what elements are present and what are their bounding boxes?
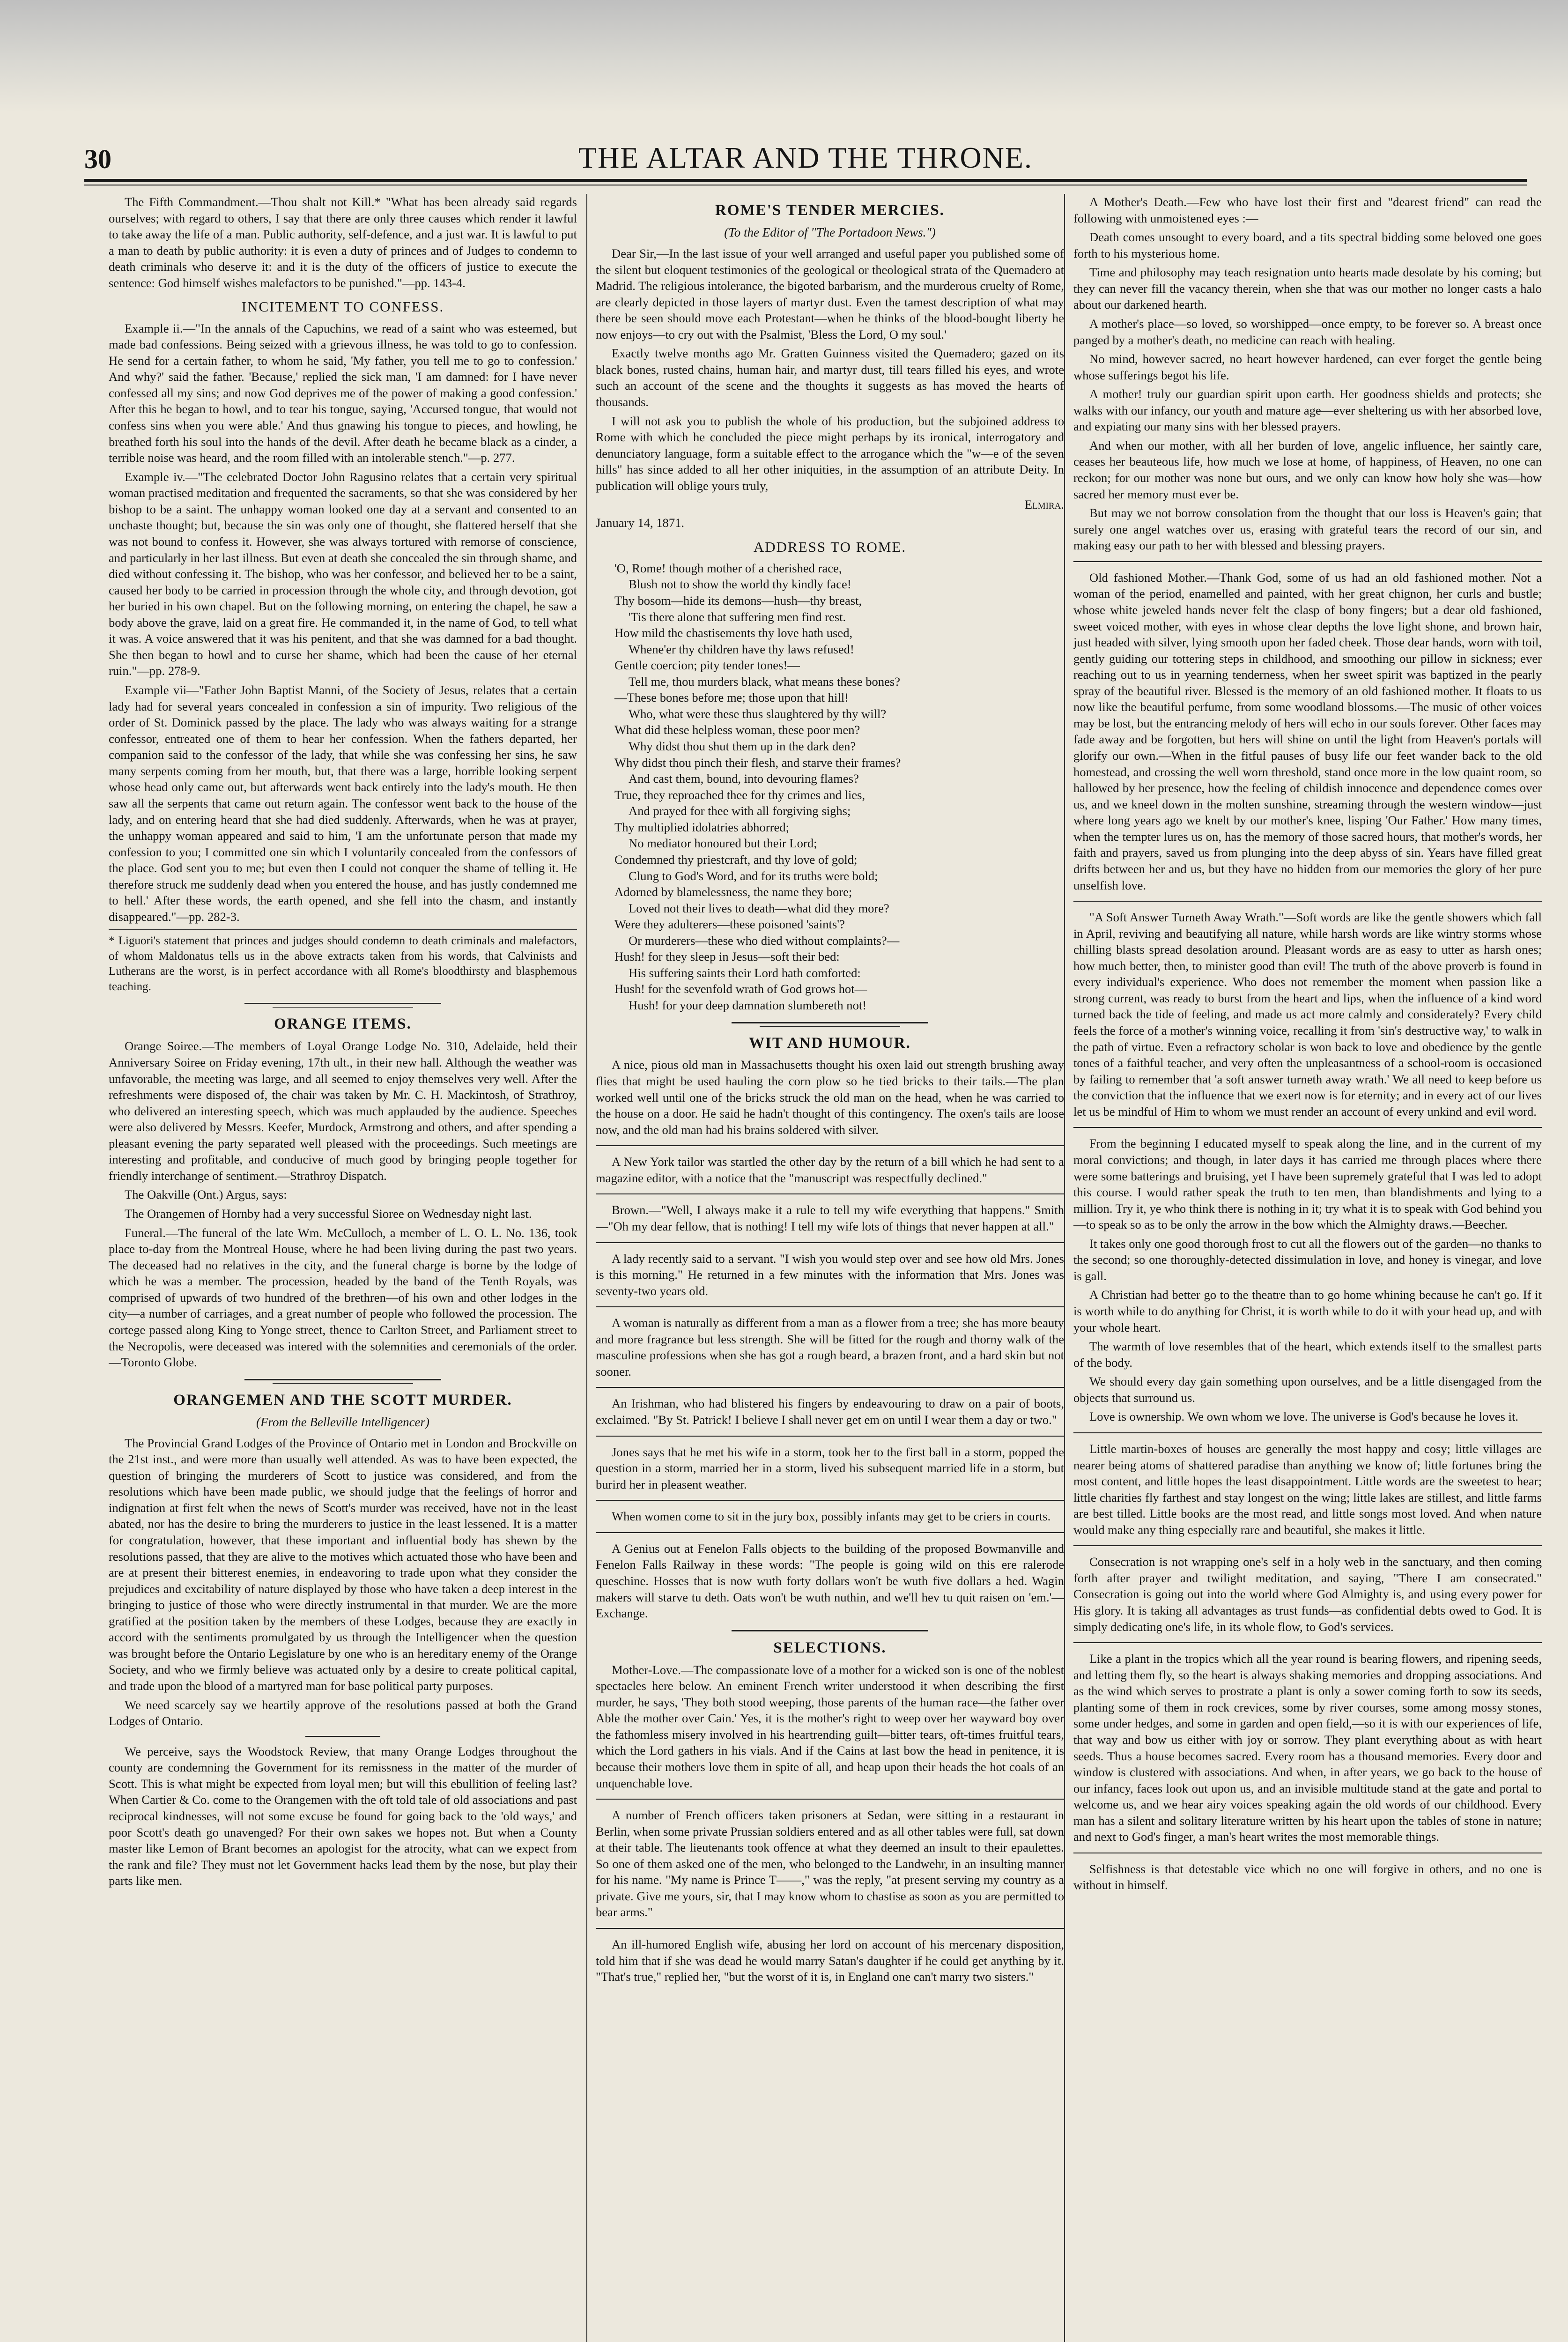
poem-line: Gentle coercion; pity tender tones!— (614, 658, 800, 673)
section-rule-thin (760, 1026, 900, 1027)
page-title: THE ALTAR AND THE THRONE. (578, 141, 1033, 174)
poem-line: 'O, Rome! though mother of a cherished race, (614, 561, 842, 575)
item-separator (596, 1387, 1064, 1388)
poem-line: Hush! for the sevenfold wrath of God grows hot— (614, 982, 867, 996)
section-rule (244, 1003, 441, 1004)
poem-line: Clung to God's Word, and for its truths were bold; (629, 868, 878, 883)
item-separator (596, 1306, 1064, 1307)
selection-paragraph: And when our mother, with all her burden of love, angelic influence, her saintly care, ceases her beauteous life, how much we lose at home, of happiness, of Heaven, no one can reckon; for our mother was none but ours, and we only can know how holy she was—how sacred her memory must ever be. (1073, 438, 1542, 501)
scan-top-edge (0, 0, 1568, 112)
wit-item: An Irishman, who had blistered his fingers by endeavouring to draw on a pair of boots, exclaimed. "By St. Patrick! I believe I shall never get em on until I wear them a day or two." (596, 1396, 1064, 1427)
orange-soiree-paragraph: Orange Soiree.—The members of Loyal Orange Lodge No. 310, Adelaide, held their Anniversary Soiree on Friday evening, 17th ult., in their new hall. Although the weather was unfavorable, the meeting was large, and all seemed to enjoy themselves very well. After the refreshments were disposed of, the chair was taken by Mr. C. H. Mackintosh, of Strathroy, who delivered an interesting speech, which was much applauded by the audience. Speeches were also delivered by Messrs. Keefer, Murdock, Armstrong and others, and after spending a pleasant evening the party separated well pleased with the proceedings. Such meetings are interesting and profitable, and conducive of much good by bringing people together for friendly interchange of sentiment.—Strathroy Dispatch. (109, 1039, 577, 1183)
selfishness-paragraph: Selfishness is that detestable vice which no one will forgive in others, and no one is without in himself. (1073, 1861, 1542, 1892)
heading-selections: SELECTIONS. (773, 1639, 887, 1656)
oakville-argus-paragraph: The Oakville (Ont.) Argus, says: (125, 1187, 287, 1202)
heading-incitement-to-confess: INCITEMENT TO CONFESS. (241, 298, 444, 315)
poem-line: Thy multiplied idolatries abhorred; (614, 820, 789, 834)
column-left (109, 194, 577, 2342)
selection-paragraph: Death comes unsought to every board, and a tits spectral bidding some beloved one goes forth to his mysterious home. (1073, 230, 1542, 260)
wit-item: A woman is naturally as different from a man as a flower from a tree; she has more beauty and more fragrance but less strength. She will be fitted for the rough and thorny walk of the masculine professions when she has got a rough beard, a brazen front, and a hard skin but not sooner. (596, 1316, 1064, 1379)
poem-line: Hush! for your deep damnation slumbereth not! (629, 998, 867, 1013)
item-separator (1073, 1432, 1542, 1433)
wit-item: A Genius out at Fenelon Falls objects to the building of the proposed Bowmanville and Fenelon Falls Railway in these words: "The people is going wild on this ere ralerode queschine. Hosses that is now wuth forty dollars won't be wuth five dollars a hed. Wagin makers will starve tu deth. Oats won't be wuth nuthin, and we'll hev tu quit raisen on 'em.'—Exchange. (596, 1541, 1064, 1621)
selection-paragraph: But may we not borrow consolation from the thought that our loss is Heaven's gain; that surely one angel watches over us, erasing with grateful tears the record of our sin, and making easy our path to her with blessed and blessing prayers. (1073, 506, 1542, 553)
poem-line: Loved not their lives to death—what did they more? (629, 901, 889, 915)
item-separator (1073, 1127, 1542, 1128)
selection-paragraph: A Christian had better go to the theatre than to go home whining because he can't go. If it is worth while to do anything for Christ, it is worth while to do it with your head up, and with your whole heart. (1073, 1288, 1542, 1334)
selection-paragraph: It takes only one good thorough frost to cut all the flowers out of the garden—no thanks to the second; so one thoroughly-detected dissimulation in love, and honey is vinegar, and love is gall. (1073, 1236, 1542, 1283)
item-separator (596, 1242, 1064, 1243)
poem-line: Or murderers—these who died without complaints?— (629, 933, 900, 948)
poem-line: —These bones before me; those upon that hill! (614, 690, 849, 705)
poem-line: Condemned thy priestcraft, and thy love of gold; (614, 852, 858, 867)
poem-line: And cast them, bound, into devouring flames? (629, 771, 859, 786)
heading-orangemen-scott-murder: ORANGEMEN AND THE SCOTT MURDER. (173, 1391, 512, 1408)
source-line: (From the Belleville Intelligencer) (256, 1415, 430, 1429)
selection-paragraph: No mind, however sacred, no heart however hardened, can ever forget the gentle being whose sufferings begot his life. (1073, 352, 1542, 382)
fifth-commandment-paragraph: The Fifth Commandment.—Thou shalt not Kill.* "What has been already said regards ourselves; with regard to others, I say that there are only three causes which render it lawful to take away the life of a man. Public authority, self-defence, and a just war. It is lawful to put a man to death by public authority: it is even a duty of princes and of Judges to condemn to death criminals who deserve it: and it is the duty of the officers of justice to execute the sentence: God himself wishes malefactors to be punished."—pp. 143-4. (109, 195, 577, 290)
wit-item: When women come to sit in the jury box, possibly infants may get to be criers in courts. (612, 1509, 1051, 1524)
poem-line: No mediator honoured but their Lord; (629, 836, 817, 851)
plant-in-tropics-paragraph: Like a plant in the tropics which all the year round is bearing flowers, and ripening seeds, and letting them fly, so the heart is always shaking memories and dropping associations. And as the wind which serves to prostrate a plant is only a sower coming forth to sow its seeds, planting some of them in rock crevices, some by river courses, some among mossy stones, some under hedges, and some in garden and open field,—so it is with our experiences of life, that way and bow us either with joy or sorrow. They plant everything about as with heart seeds. Thus a house becomes sacred. Every room has a thousand memories. Every door and window is clustered with associations. And when, in after years, we go back to the house of our infancy, faces look out upon us, and an invisible multitude stand at the gate and portal to welcome us, and we hear airy voices speaking again the old words of our childhood. Every man has a silent and solitary literature written by his heart upon the tables of stone in nature; and next to God's finger, a man's heart writes the most memorable things. (1073, 1652, 1542, 1844)
item-separator (596, 1799, 1064, 1800)
footnote: * Liguori's statement that princes and judges should condemn to death criminals and malefactors, of whom Maldonatus tells us in the above extracts taken from his words, that Calvinists and Lutherans are the worst, is in perfect accordance with all Rome's bloodthirsty and blasphemous teaching. (109, 929, 577, 994)
selection-paragraph: Time and philosophy may teach resignation unto hearts made desolate by his coming; but they can never fill the vacancy therein, when she that was our mother no longer casts a halo about our darkened hearth. (1073, 265, 1542, 312)
column-right (1073, 194, 1542, 2342)
section-rule (732, 1022, 928, 1023)
selection-item: A number of French officers taken prisoners at Sedan, were sitting in a restaurant in Berlin, when some private Prussian soldiers entered and as all other tables were full, sat down at their table. The lieutenants took offence at what they deemed an insult to their epaulettes. So one of them asked one of the men, who belonged to the Landwehr, in an insulting manner for his name. "My name is Prince T——," was the reply, "at present serving my country as a private. Give me yours, sir, that I may know whom to chastise as soon as you are permitted to bear arms." (596, 1808, 1064, 1920)
poem-line: Hush! for they sleep in Jesus—soft their bed: (614, 949, 840, 964)
poem-line: Thy bosom—hide its demons—hush—thy breast, (614, 593, 862, 608)
letter-signature: Elmira. (1024, 497, 1064, 512)
poem-line: Tell me, thou murders black, what means these bones? (629, 674, 901, 689)
letter-paragraph-2: Exactly twelve months ago Mr. Gratten Guinness visited the Quemadero; gazed on its black bones, rusted chains, human hair, and martyr dust, till tears filled his eyes, and wrote such an account of the scene and the thoughts it suggests as has moved the hearts of thousands. (596, 346, 1064, 409)
column-divider (586, 194, 587, 2342)
selection-paragraph: The warmth of love resembles that of the heart, which extends itself to the smallest parts of the body. (1073, 1339, 1542, 1370)
heading-orange-items: ORANGE ITEMS. (274, 1015, 412, 1033)
column-divider (1064, 194, 1065, 2342)
old-fashioned-mother-paragraph: Old fashioned Mother.—Thank God, some of us had an old fashioned mother. Not a woman of the period, enamelled and painted, with her great chignon, her curls and bustle; whose white jeweled hands never felt the clasp of bony fingers; but a dear old fashioned, sweet voiced mother, with eyes in whose clear depths the love light shone, and brown hair, just headed with silver, lying smooth upon her faded cheek. Those dear hands, worn with toil, gently guiding our tottering steps in childhood, and smoothing our pillow in sickness; ever reaching out to us in yearning tenderness, when her sweet spirit was baptized in the pearly spray of the beautiful river. Blessed is the memory of an old fashioned mother. It floats to us now like the beautiful perfume, from some woodland blossoms.—The music of other voices may be lost, but the entrancing melody of hers will echo in our souls forever. Other faces may fade away and be forgotten, but hers will shine on until the light from Heaven's portals will glorify our own.—When in the fitful pauses of busy life our feet wander back to the old homestead, and crossing the well worn threshold, stand once more in the low quaint room, so hallowed by her presence, how the feeling of childish innocence and dependence comes over us, and we kneel down in the molten sunshine, streaming through the western window—just where long years ago we knelt by our mother's knee, lisping 'Our Father.' How many times, when the tempter lures us on, has the memory of those sacred hours, that mother's words, her faith and prayers, saved us from plunging into the deep abyss of sin. Years have filled great drifts between her and us, but they have no hidden from our memories the glory of her pure unselfish love. (1073, 570, 1542, 892)
letter-paragraph-1: Dear Sir,—In the last issue of your well arranged and useful paper you published some of the silent but eloquent testimonies of the geological or theological strata of the Quemadero at Madrid. The religious intolerance, the bigoted barbarism, and the murderous cruelty of Rome, are clearly depicted in those layers of martyr dust. Even the tamest description of what may there be seen should move each Protestant—when he thinks of the blood-bought liberty he now enjoys—to cry out with the Psalmist, 'Bless the Lord, O my soul.' (596, 246, 1064, 341)
wit-item: A nice, pious old man in Massachusetts thought his oxen laid out strength brushing away flies that might be used hauling the corn plow so he tied bricks to their tails.—The plan worked well until one of the bricks struck the old man on the head, when he was carried to the house on a door. He said he hadn't thought of this contingency. The oxen's tails are loose now, and the old man had his brains soldered with silver. (596, 1058, 1064, 1137)
consecration-paragraph: Consecration is not wrapping one's self in a holy web in the sanctuary, and then coming forth after prayer and twilight meditation, and saying, "There I am consecrated." Consecration is going out into the world where God Almighty is, and using every power for His glory. It is taking all advantages as trust funds—as confidential debts owed to God. It is simply dedicating one's life, in its whole flow, to God's services. (1073, 1555, 1542, 1634)
wit-item: A lady recently said to a servant. "I wish you would step over and see how old Mrs. Jones is this morning." He returned in a few minutes with the information that Mrs. Jones was seventy-two years old. (596, 1251, 1064, 1298)
woodstock-review-paragraph: We perceive, says the Woodstock Review, that many Orange Lodges throughout the county are condemning the Government for its remissness in the matter of the murder of Scott. This is what might be expected from loyal men; but will this ebullition of feeling last? When Cartier & Co. come to the Orangemen with the oft told tale of old associations and past reciprocal kindnesses, will not some excuse be found for going back to the 'old ways,' and poor Scott's death go unavenged? For their own sakes we hopes not. But when a County master like Lemon of Brant becomes an apologist for the atrocity, what can we expect from the rank and file? They must not let Government hacks lead them by the nose, but play their parts like men. (109, 1744, 577, 1888)
item-separator (1073, 1545, 1542, 1546)
little-things-paragraph: Little martin-boxes of houses are generally the most happy and cosy; little villages are nearer being atoms of shattered paradise than anything we know of; little fortunes bring the most content, and little hopes the least disappointment. Little words are the sweetest to hear; little charities fly farthest and stay longest on the wing; little lakes are stillest, and little farms are best tilled. Little books are the most read, and little songs most loved. And when nature would make any thing especially rare and beautiful, she makes it little. (1073, 1441, 1542, 1537)
letter-date: January 14, 1871. (596, 515, 685, 530)
section-rule (244, 1379, 441, 1380)
example-vii-paragraph: Example vii—"Father John Baptist Manni, of the Society of Jesus, relates that a certain lady had for several years concealed in confession a sin of impurity. Two religious of the order of St. Dominick passed by the place. The lady who was always waiting for a strange confessor, entreated one of them to hear her confession. When the fathers departed, her companion said to the confessor of the lady, that while she was confessing her sins, he saw many serpents coming from her mouth, but, that there was a large, horrible looking serpent whose head only came out, but afterwards went back entirely into the lady's mouth. He then saw all the serpents that came out return again. The confessor went back to the house of the lady, and on entering heard that she had died suddenly. Afterwards, when he was at prayer, the unhappy woman appeared and said to him, 'I am the unfortunate person that made my confession to you; I committed one sin which I voluntarily concealed from the confessors of the place. God sent you to me; but even then I could not conquer the shame of telling it. He therefore struck me suddenly dead when you entered the house, and has justly condemned me to hell.' After these words, the earth opened, and she fell into the chasm, and instantly disappeared."—pp. 282-3. (109, 683, 577, 924)
selection-item: Mother-Love.—The compassionate love of a mother for a wicked son is one of the noblest spectacles here below. An eminent French writer understood it when describing the first murder, he says, 'They both stood weeping, those parents of the human race—the father over Able the mother over Cain.' Yes, it is the mother's right to weep over her wayward boy over the fathomless misery involved in his heartrending guilt—bitter tears, oft-times fruitful tears, which the Lord gathers in his vials. And if the Cains at last bow the head in penitence, it is because their mothers love them in spite of all, and heap upon their heads the hot coals of an unquenchable love. (596, 1662, 1064, 1790)
page-header (84, 141, 1527, 173)
poem-line: Whene'er thy children have thy laws refused! (629, 642, 854, 656)
approval-paragraph: We need scarcely say we heartily approve of the resolutions passed at both the Grand Lodges of Ontario. (109, 1697, 577, 1728)
item-separator (1073, 901, 1542, 902)
poem-line: 'Tis there alone that suffering men find rest. (629, 609, 846, 624)
wit-item: A New York tailor was startled the other day by the return of a bill which he had sent to a magazine editor, with a notice that the "manuscript was respectfully declined." (596, 1155, 1064, 1185)
item-separator (596, 1500, 1064, 1501)
hornby-paragraph: The Orangemen of Hornby had a very successful Sioree on Wednesday night last. (125, 1207, 532, 1221)
example-iv-paragraph: Example iv.—"The celebrated Doctor John Ragusino relates that a certain very spiritual woman practised meditation and frequented the sacraments, so that she was considered by her bishop to be a saint. The unhappy woman looked one day at a servant and consented to an unchaste thought; but, because the sin was only one of thought, she flattered herself that she was not bound to confess it. However, she was always tortured with remorse of conscience, and particularly in her last illness. But even at death she concealed the sin through shame, and died without confessing it. The bishop, who was her confessor, and believed her to be a saint, caused her body to be carried in procession through the whole city, and through devotion, got her buried in his own chapel. But on the following morning, on entering the chapel, he saw a body above the grave, laid on a great fire. He commanded it, in the name of God, to tell what it was. A voice answered that it was his penitent, and that she was damned for a bad thought. She then began to howl and to curse her shame, which had been the cause of her eternal ruin."—pp. 278-9. (109, 469, 577, 678)
item-separator (596, 1928, 1064, 1929)
heading-address-to-rome: ADDRESS TO ROME. (753, 538, 907, 555)
poem (596, 560, 1064, 1014)
section-rule-thin (273, 1007, 413, 1008)
poem-line: What did these helpless woman, these poor men? (614, 723, 860, 737)
selection-paragraph: Love is ownership. We own whom we love. The universe is God's because he loves it. (1089, 1409, 1519, 1424)
funeral-paragraph: Funeral.—The funeral of the late Wm. McCulloch, a member of L. O. L. No. 136, took place to-day from the Montreal House, where he had been living during the past two years. The deceased had no relatives in the city, and the funeral charge is borne by the lodge of which he was a member. The procession, headed by the band of the Tenth Royals, was comprised of upwards of two hundred of the brethren—of his own and other lodges in the city—a number of carriages, and a great number of people who followed the procession. The cortege passed along King to Yonge street, thence to Carlton Street, and Parliament street to the Necropolis, were deceased was intered with the solemnities and ceremonials of the order.—Toronto Globe. (109, 1225, 577, 1370)
beecher-paragraph: From the beginning I educated myself to speak along the line, and in the current of my moral convictions; and though, in later days it has carried me through places where there were some batterings and bruising, yet I have been supremely grateful that I was led to adopt this course. I would rather speak the truth to ten men, than blandishments and lying to a million. Try it, ye who think there is nothing in it; try what it is to speak with God behind you—to speak so as to be only the arrow in the bow which the Almighty draws.—Beecher. (1073, 1136, 1542, 1232)
selection-paragraph: A mother! truly our guardian spirit upon earth. Her goodness shields and protects; she walks with our infancy, our youth and mature age—ever sheltering us with her absorbed love, and expiating our many sins with her blessed prayers. (1073, 387, 1542, 434)
poem-line: Why didst thou pinch their flesh, and starve their frames? (614, 755, 901, 770)
grand-lodges-paragraph: The Provincial Grand Lodges of the Province of Ontario met in London and Brockville on the 21st inst., and were more than usually well attended. As was to have been expected, the question of bringing the murderers of Scott to justice was considered, and from the resolutions which have been made public, we should judge that the feelings of horror and indignation at first felt when the news of Scott's murder was received, have not in the least abated, nor has the desire to bring the murderers to justice in the least lessened. It is a matter for congratulation, however, that these important and influential body has shewn by the resolutions passed, that they are alive to the motives which actuated those who have been and are at present their bitterest enemies, in endeavoring to trade upon what they consider the prejudices and excitability of nature displayed by those who have taken a deep interest in the bringing to justice of those who were directly instrumental in that murder. We are the more gratified at the position taken by the members of these Lodges, because they are exactly in accord with the sentiments promulgated by us through the Intelligencer when the question was brought before the Ontario Legislature by one who is an hereditary enemy of the Orange Society, and who we firmly believe was actuated only by a desire to create political capital, and trade upon the blood of a martyred man for base political party purposes. (109, 1436, 577, 1693)
header-rule (84, 179, 1527, 182)
item-separator (1073, 561, 1542, 562)
section-rule (732, 1630, 928, 1631)
poem-line: Were they adulterers—these poisoned 'saints'? (614, 917, 845, 932)
heading-wit-and-humour: WIT AND HUMOUR. (749, 1034, 911, 1052)
item-separator (1073, 1642, 1542, 1643)
item-separator (596, 1145, 1064, 1146)
column-middle (596, 194, 1064, 2342)
page-number: 30 (84, 144, 111, 174)
heading-romes-tender-mercies: ROME'S TENDER MERCIES. (715, 202, 945, 219)
poem-line: Blush not to show the world thy kindly face! (629, 577, 851, 592)
soft-answer-paragraph: "A Soft Answer Turneth Away Wrath."—Soft words are like the gentle showers which fall in April, reviving and beautifying all nature, while harsh words are like wintry storms whose chilling blasts spread desolation around. Pleasant words are as easy to utter as harsh ones; how much better, then, to minister good than evil! The truth of the above proverb is found in every individual's experience. Who does not remember the moment when passion like a strong current, was ready to burst from the heart and lips, when the influence of a kind word turned back the tide of feeling, and made us act more calmly and considerately? Every child feels the force of a mother's winning voice, recalling it from 'sin's destructive way,' to walk in the path of virtue. Even a refractory scholar is won back to love and obedience by the gentle tones of a faithful teacher, and very often the unpleasantness of a school-room is occasioned by failing to remember that 'a soft answer turneth away wrath.' We all need to keep before us the conviction that the influence that we exert now is for eternity; and in every act of our lives let us be mindful of Him to whom we must render an account of every unkind and evil word. (1073, 910, 1542, 1119)
poem-line: And prayed for thee with all forgiving sighs; (629, 804, 851, 818)
selection-item: An ill-humored English wife, abusing her lord on account of his mercenary disposition, told him that if she was dead he would marry Satan's daughter if he could get anything by it. "That's true," replied her, "but the worst of it is, in England one can't marry two sisters." (596, 1937, 1064, 1984)
item-separator (596, 1532, 1064, 1533)
poem-line: Why didst thou shut them up in the dark den? (629, 739, 856, 754)
poem-line: Adorned by blamelessness, the name they bore; (614, 885, 852, 899)
example-ii-paragraph: Example ii.—"In the annals of the Capuchins, we read of a saint who was esteemed, but made bad confessions. Being seized with a grievous illness, he was told to go to confession. He send for a certain father, to whom he said, 'My father, you tell me to go to confession.' And why?' said the father. 'Because,' replied the sick man, 'I am damned: for I have never confessed all my sins; and now God deprives me of the power of making a good confession.' After this he began to howl, and to tear his tongue, saying, 'Accursed tongue, that would not confess sins when you were able.' And thus gnawing his tongue to pieces, and howling, he breathed forth his soul into the hands of the devil. After death he became black as a cinder, a terrible noise was heard, and the room filled with an intolerable stench."—p. 277. (109, 321, 577, 465)
item-separator (596, 1436, 1064, 1437)
mothers-death-intro: A Mother's Death.—Few who have lost their first and "dearest friend" can read the following with unmoistened eyes :— (1073, 195, 1542, 225)
poem-line: Who, what were these thus slaughtered by thy will? (629, 706, 887, 721)
poem-line: How mild the chastisements thy love hath used, (614, 626, 853, 640)
editor-line: (To the Editor of "The Portadoon News.") (724, 225, 936, 239)
selection-paragraph: A mother's place—so loved, so worshipped—once empty, to be forever so. A breast once panged by a mother's death, no medicine can reach with healing. (1073, 316, 1542, 347)
section-rule-thin (273, 1383, 413, 1384)
wit-item: Brown.—"Well, I always make it a rule to tell my wife everything that happens." Smith—"Oh my dear fellow, that is nothing! I tell my wife lots of things that never happen at all." (596, 1203, 1064, 1233)
letter-paragraph-3: I will not ask you to publish the whole of his production, but the subjoined address to Rome with which he concluded the piece might perhaps by its ironical, interrogatory and denunciatory language, form a suitable effect to the arrogance which the "w—e of the seven hills" has since added to all her other iniquities, in the assumption of an attribute Deity. In publication will oblige yours truly, (596, 414, 1064, 493)
separator (305, 1736, 380, 1737)
item-separator (596, 1193, 1064, 1194)
poem-line: His suffering saints their Lord hath comforted: (629, 965, 861, 980)
poem-line: True, they reproached thee for thy crimes and lies, (614, 787, 865, 802)
wit-item: Jones says that he met his wife in a storm, took her to the first ball in a storm, popped the question in a storm, married her in a storm, lived his subsequent married life in a storm, but burird her in pleasent weather. (596, 1445, 1064, 1491)
selection-paragraph: We should every day gain something upon ourselves, and be a little disengaged from the objects that surround us. (1073, 1374, 1542, 1405)
